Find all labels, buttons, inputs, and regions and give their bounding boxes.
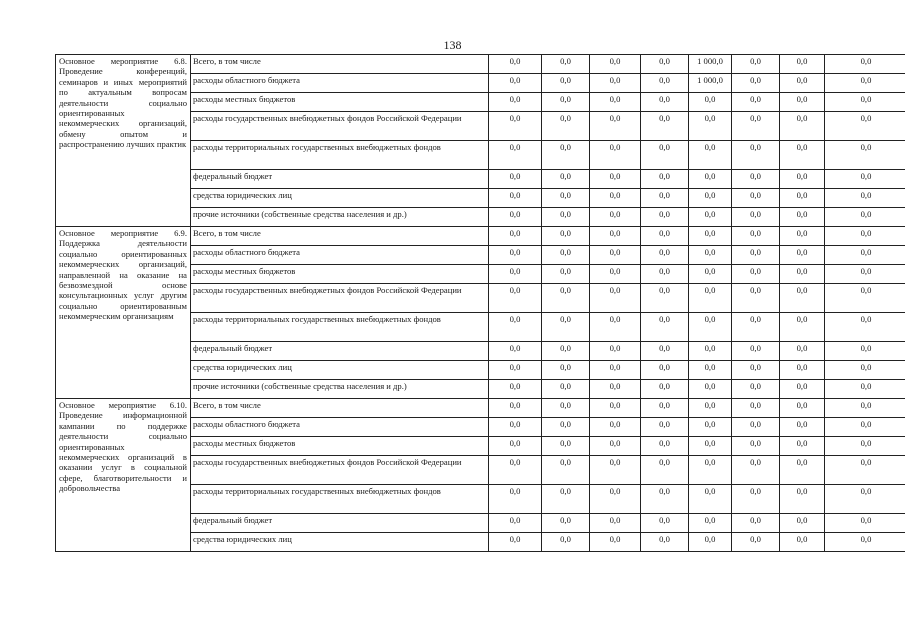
funding-source-cell: расходы местных бюджетов: [191, 265, 489, 284]
amount-cell: 0,0: [641, 227, 689, 246]
amount-cell: 0,0: [489, 170, 542, 189]
amount-cell: 0,0: [590, 208, 641, 227]
funding-source-cell: федеральный бюджет: [191, 170, 489, 189]
amount-cell: 0,0: [689, 437, 732, 456]
amount-cell: 0,0: [641, 246, 689, 265]
amount-cell: 0,0: [825, 485, 905, 514]
amount-cell: 0,0: [825, 313, 905, 342]
budget-table: [55, 54, 905, 552]
amount-cell: 0,0: [780, 533, 825, 552]
amount-cell: 0,0: [590, 170, 641, 189]
amount-cell: 0,0: [590, 55, 641, 74]
amount-cell: 0,0: [689, 313, 732, 342]
amount-cell: 0,0: [825, 208, 905, 227]
amount-cell: 0,0: [780, 342, 825, 361]
amount-cell: 0,0: [590, 246, 641, 265]
amount-cell: 0,0: [689, 533, 732, 552]
amount-cell: 0,0: [641, 93, 689, 112]
amount-cell: 0,0: [641, 399, 689, 418]
table-row: [56, 227, 905, 246]
amount-cell: 0,0: [689, 141, 732, 170]
amount-cell: 0,0: [732, 399, 780, 418]
funding-source-cell: расходы государственных внебюджетных фондов Российской Федерации: [191, 284, 489, 313]
amount-cell: 0,0: [780, 284, 825, 313]
amount-cell: 0,0: [542, 361, 590, 380]
amount-cell: 0,0: [542, 55, 590, 74]
amount-cell: 0,0: [489, 514, 542, 533]
amount-cell: 0,0: [732, 74, 780, 93]
amount-cell: 0,0: [825, 55, 905, 74]
funding-source-cell: средства юридических лиц: [191, 361, 489, 380]
funding-source-cell: расходы областного бюджета: [191, 418, 489, 437]
amount-cell: 0,0: [590, 265, 641, 284]
amount-cell: 0,0: [689, 284, 732, 313]
amount-cell: 0,0: [825, 246, 905, 265]
amount-cell: 0,0: [825, 93, 905, 112]
amount-cell: 0,0: [489, 112, 542, 141]
amount-cell: 0,0: [542, 342, 590, 361]
amount-cell: 0,0: [542, 380, 590, 399]
amount-cell: 0,0: [732, 361, 780, 380]
amount-cell: 0,0: [780, 208, 825, 227]
amount-cell: 0,0: [489, 418, 542, 437]
amount-cell: 0,0: [641, 55, 689, 74]
amount-cell: 0,0: [489, 313, 542, 342]
amount-cell: 0,0: [542, 456, 590, 485]
amount-cell: 0,0: [689, 514, 732, 533]
amount-cell: 0,0: [825, 437, 905, 456]
amount-cell: 0,0: [641, 514, 689, 533]
amount-cell: 0,0: [542, 313, 590, 342]
amount-cell: 0,0: [689, 189, 732, 208]
amount-cell: 0,0: [590, 485, 641, 514]
amount-cell: 0,0: [780, 246, 825, 265]
amount-cell: 0,0: [542, 170, 590, 189]
funding-source-cell: расходы государственных внебюджетных фондов Российской Федерации: [191, 456, 489, 485]
amount-cell: 0,0: [489, 437, 542, 456]
amount-cell: 0,0: [542, 246, 590, 265]
amount-cell: 0,0: [825, 227, 905, 246]
amount-cell: 0,0: [542, 93, 590, 112]
amount-cell: 0,0: [732, 189, 780, 208]
amount-cell: 0,0: [489, 189, 542, 208]
amount-cell: 0,0: [732, 265, 780, 284]
amount-cell: 0,0: [542, 284, 590, 313]
amount-cell: 0,0: [780, 189, 825, 208]
amount-cell: 0,0: [825, 170, 905, 189]
amount-cell: 0,0: [542, 227, 590, 246]
funding-source-cell: расходы территориальных государственных внебюджетных фондов: [191, 141, 489, 170]
funding-source-cell: прочие источники (собственные средства населения и др.): [191, 380, 489, 399]
amount-cell: 0,0: [590, 456, 641, 485]
amount-cell: 0,0: [590, 313, 641, 342]
amount-cell: 0,0: [689, 227, 732, 246]
amount-cell: 0,0: [825, 189, 905, 208]
amount-cell: 0,0: [542, 208, 590, 227]
amount-cell: 0,0: [590, 399, 641, 418]
amount-cell: 0,0: [780, 170, 825, 189]
amount-cell: 0,0: [780, 437, 825, 456]
amount-cell: 0,0: [590, 284, 641, 313]
amount-cell: 0,0: [489, 399, 542, 418]
amount-cell: 0,0: [542, 437, 590, 456]
amount-cell: 0,0: [641, 342, 689, 361]
amount-cell: 0,0: [489, 456, 542, 485]
amount-cell: 0,0: [732, 208, 780, 227]
amount-cell: 0,0: [641, 74, 689, 93]
amount-cell: 0,0: [780, 456, 825, 485]
amount-cell: 0,0: [489, 141, 542, 170]
amount-cell: 0,0: [641, 208, 689, 227]
table-row: [56, 399, 905, 418]
amount-cell: 0,0: [590, 342, 641, 361]
amount-cell: 0,0: [641, 361, 689, 380]
amount-cell: 0,0: [689, 456, 732, 485]
amount-cell: 0,0: [489, 227, 542, 246]
amount-cell: 0,0: [732, 93, 780, 112]
amount-cell: 0,0: [542, 514, 590, 533]
amount-cell: 0,0: [689, 265, 732, 284]
amount-cell: 0,0: [489, 265, 542, 284]
amount-cell: 1 000,0: [689, 74, 732, 93]
page-number: 138: [443, 38, 462, 52]
amount-cell: 0,0: [641, 141, 689, 170]
amount-cell: 0,0: [590, 227, 641, 246]
funding-source-cell: Всего, в том числе: [191, 55, 489, 74]
amount-cell: 0,0: [780, 74, 825, 93]
amount-cell: 0,0: [732, 514, 780, 533]
funding-source-cell: средства юридических лиц: [191, 533, 489, 552]
amount-cell: 0,0: [641, 112, 689, 141]
measure-description: Основное мероприятие 6.10. Проведение информационной кампании по поддержке деятельности социально ориентированных некоммерческих организаций в оказании услуг в социальной сфере, благотворительности и добровольчества: [56, 399, 191, 552]
amount-cell: 0,0: [489, 361, 542, 380]
amount-cell: 0,0: [641, 170, 689, 189]
amount-cell: 0,0: [489, 74, 542, 93]
amount-cell: 0,0: [641, 485, 689, 514]
amount-cell: 0,0: [641, 380, 689, 399]
amount-cell: 0,0: [825, 112, 905, 141]
amount-cell: 0,0: [542, 418, 590, 437]
amount-cell: 0,0: [780, 380, 825, 399]
amount-cell: 0,0: [780, 141, 825, 170]
amount-cell: 0,0: [641, 284, 689, 313]
funding-source-cell: федеральный бюджет: [191, 342, 489, 361]
amount-cell: 0,0: [825, 284, 905, 313]
amount-cell: 0,0: [590, 141, 641, 170]
amount-cell: 0,0: [825, 418, 905, 437]
amount-cell: 0,0: [825, 456, 905, 485]
amount-cell: 0,0: [641, 265, 689, 284]
amount-cell: 0,0: [489, 55, 542, 74]
amount-cell: 0,0: [641, 418, 689, 437]
funding-source-cell: расходы государственных внебюджетных фондов Российской Федерации: [191, 112, 489, 141]
amount-cell: 0,0: [590, 418, 641, 437]
amount-cell: 0,0: [542, 112, 590, 141]
table-row: [56, 55, 905, 74]
amount-cell: 0,0: [590, 380, 641, 399]
amount-cell: 0,0: [825, 399, 905, 418]
amount-cell: 0,0: [542, 189, 590, 208]
measure-description: Основное мероприятие 6.9. Поддержка деятельности социально ориентированных некоммерческих организаций, направленной на оказание на безвозмездной основе консультационных услуг другим социально ориентированным некоммерческим организациям: [56, 227, 191, 399]
amount-cell: 0,0: [732, 342, 780, 361]
amount-cell: 0,0: [689, 342, 732, 361]
amount-cell: 0,0: [780, 514, 825, 533]
funding-source-cell: федеральный бюджет: [191, 514, 489, 533]
funding-source-cell: прочие источники (собственные средства населения и др.): [191, 208, 489, 227]
amount-cell: 0,0: [542, 74, 590, 93]
amount-cell: 0,0: [732, 418, 780, 437]
amount-cell: 1 000,0: [689, 55, 732, 74]
amount-cell: 0,0: [732, 227, 780, 246]
measure-description: Основное мероприятие 6.8. Проведение конференций, семинаров и иных мероприятий по актуальным вопросам деятельности социально ориентированных некоммерческих организаций, обмену опытом и распространению лучших практик: [56, 55, 191, 227]
amount-cell: 0,0: [641, 456, 689, 485]
amount-cell: 0,0: [780, 313, 825, 342]
amount-cell: 0,0: [590, 112, 641, 141]
amount-cell: 0,0: [542, 265, 590, 284]
amount-cell: 0,0: [825, 141, 905, 170]
amount-cell: 0,0: [489, 485, 542, 514]
funding-source-cell: расходы областного бюджета: [191, 246, 489, 265]
amount-cell: 0,0: [689, 418, 732, 437]
amount-cell: 0,0: [489, 284, 542, 313]
amount-cell: 0,0: [689, 485, 732, 514]
amount-cell: 0,0: [590, 189, 641, 208]
amount-cell: 0,0: [732, 456, 780, 485]
amount-cell: 0,0: [489, 93, 542, 112]
funding-source-cell: расходы местных бюджетов: [191, 93, 489, 112]
amount-cell: 0,0: [689, 361, 732, 380]
amount-cell: 0,0: [542, 141, 590, 170]
amount-cell: 0,0: [825, 342, 905, 361]
amount-cell: 0,0: [780, 55, 825, 74]
amount-cell: 0,0: [732, 170, 780, 189]
amount-cell: 0,0: [590, 93, 641, 112]
amount-cell: 0,0: [689, 208, 732, 227]
amount-cell: 0,0: [489, 342, 542, 361]
amount-cell: 0,0: [825, 265, 905, 284]
amount-cell: 0,0: [732, 485, 780, 514]
funding-source-cell: расходы территориальных государственных внебюджетных фондов: [191, 485, 489, 514]
amount-cell: 0,0: [825, 74, 905, 93]
amount-cell: 0,0: [825, 380, 905, 399]
funding-source-cell: Всего, в том числе: [191, 227, 489, 246]
amount-cell: 0,0: [732, 380, 780, 399]
amount-cell: 0,0: [590, 533, 641, 552]
amount-cell: 0,0: [780, 361, 825, 380]
amount-cell: 0,0: [590, 361, 641, 380]
amount-cell: 0,0: [542, 533, 590, 552]
amount-cell: 0,0: [732, 313, 780, 342]
amount-cell: 0,0: [825, 514, 905, 533]
amount-cell: 0,0: [732, 437, 780, 456]
amount-cell: 0,0: [732, 284, 780, 313]
funding-source-cell: средства юридических лиц: [191, 189, 489, 208]
amount-cell: 0,0: [780, 112, 825, 141]
amount-cell: 0,0: [689, 170, 732, 189]
amount-cell: 0,0: [489, 208, 542, 227]
amount-cell: 0,0: [590, 437, 641, 456]
amount-cell: 0,0: [780, 93, 825, 112]
amount-cell: 0,0: [489, 533, 542, 552]
amount-cell: 0,0: [641, 533, 689, 552]
amount-cell: 0,0: [542, 485, 590, 514]
funding-source-cell: расходы территориальных государственных внебюджетных фондов: [191, 313, 489, 342]
funding-source-cell: расходы областного бюджета: [191, 74, 489, 93]
amount-cell: 0,0: [641, 313, 689, 342]
amount-cell: 0,0: [732, 112, 780, 141]
amount-cell: 0,0: [590, 514, 641, 533]
amount-cell: 0,0: [590, 74, 641, 93]
amount-cell: 0,0: [780, 485, 825, 514]
amount-cell: 0,0: [732, 246, 780, 265]
funding-source-cell: Всего, в том числе: [191, 399, 489, 418]
amount-cell: 0,0: [689, 380, 732, 399]
amount-cell: 0,0: [732, 533, 780, 552]
amount-cell: 0,0: [825, 533, 905, 552]
amount-cell: 0,0: [641, 189, 689, 208]
amount-cell: 0,0: [689, 112, 732, 141]
amount-cell: 0,0: [689, 246, 732, 265]
funding-source-cell: расходы местных бюджетов: [191, 437, 489, 456]
amount-cell: 0,0: [780, 418, 825, 437]
amount-cell: 0,0: [732, 141, 780, 170]
amount-cell: 0,0: [542, 399, 590, 418]
amount-cell: 0,0: [732, 55, 780, 74]
amount-cell: 0,0: [489, 246, 542, 265]
amount-cell: 0,0: [780, 399, 825, 418]
amount-cell: 0,0: [780, 265, 825, 284]
amount-cell: 0,0: [689, 93, 732, 112]
amount-cell: 0,0: [780, 227, 825, 246]
amount-cell: 0,0: [641, 437, 689, 456]
amount-cell: 0,0: [489, 380, 542, 399]
amount-cell: 0,0: [689, 399, 732, 418]
amount-cell: 0,0: [825, 361, 905, 380]
